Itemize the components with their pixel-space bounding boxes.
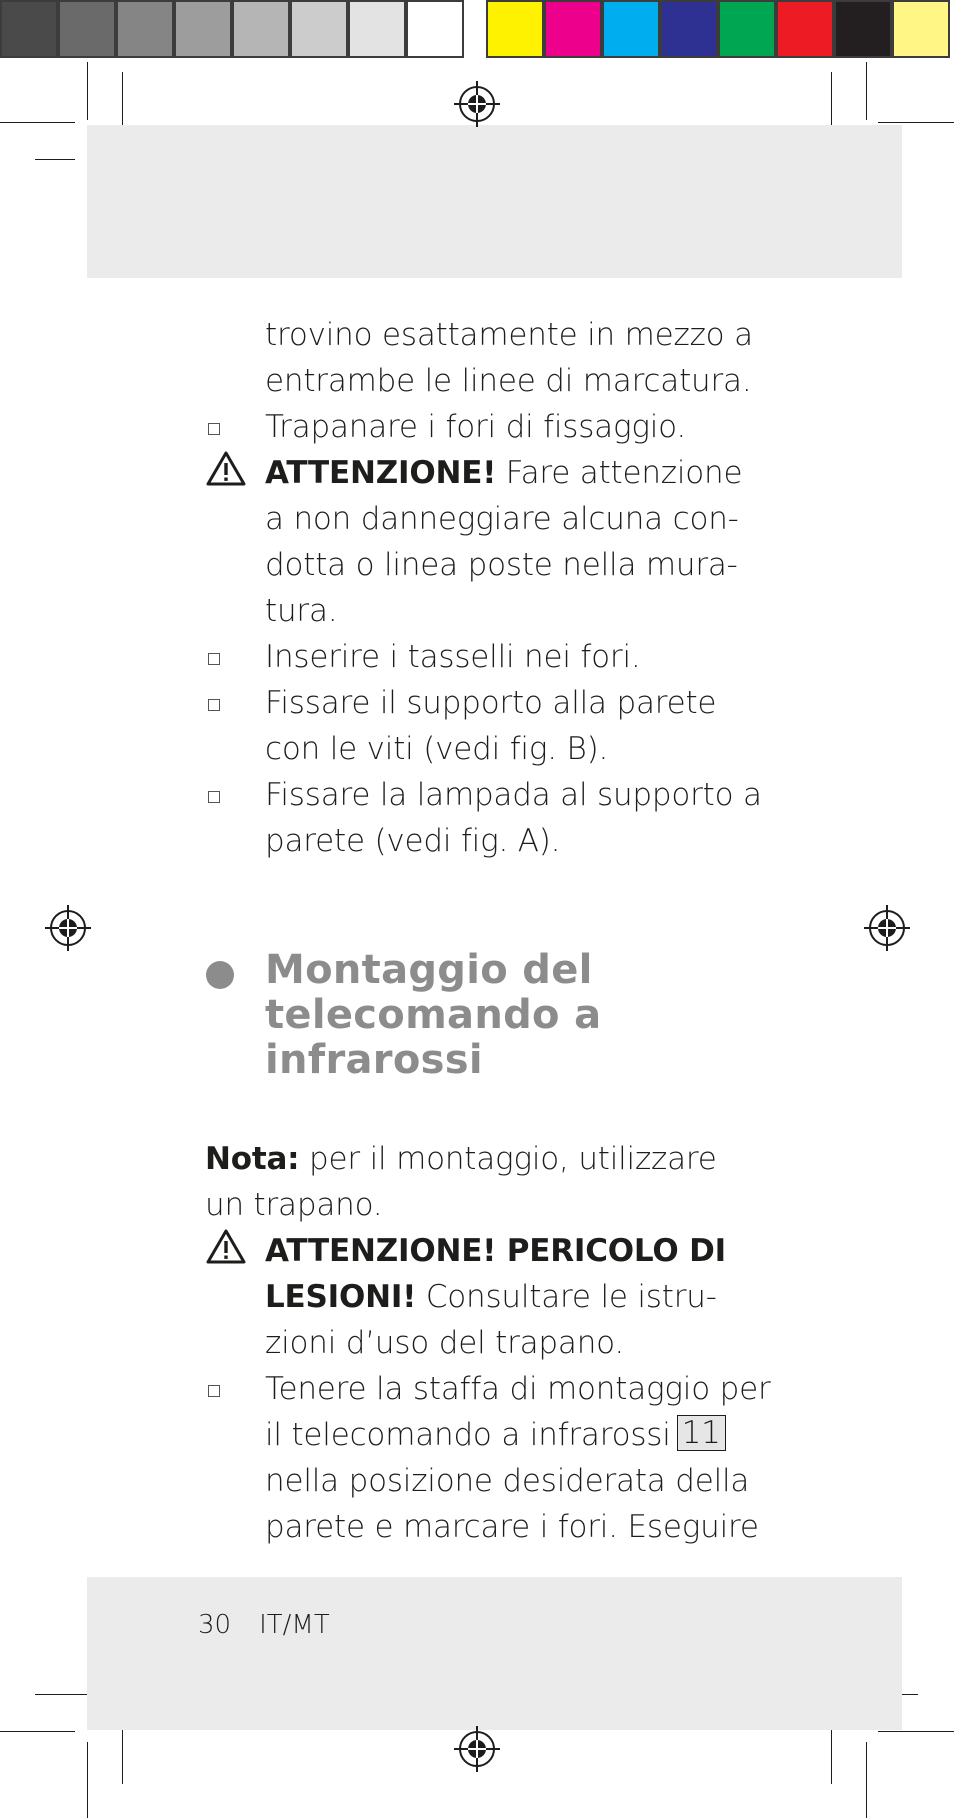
warning-text — [265, 1228, 726, 1274]
color-swatch — [544, 0, 602, 58]
warning-text-part: Consultare le istru- — [416, 1279, 717, 1315]
note-text — [205, 1136, 717, 1182]
color-swatch — [290, 0, 348, 58]
color-swatch — [660, 0, 718, 58]
body-text: entrambe le linee di marcatura. — [265, 363, 752, 399]
body-text: trovino esattamente in mezzo a — [265, 317, 753, 353]
list-item-text: il telecomando a infrarossi — [265, 1417, 671, 1453]
color-swatch — [174, 0, 232, 58]
color-swatch — [602, 0, 660, 58]
list-item: parete e marcare i fori. Eseguire — [265, 1509, 759, 1545]
page-footer — [198, 1610, 358, 1640]
note-label: Nota: — [205, 1141, 300, 1177]
warning-label: LESIONI! — [265, 1279, 417, 1315]
crop-mark — [35, 159, 75, 160]
section-heading: Montaggio del telecomando a infrarossi — [265, 947, 602, 1083]
checkbox-bullet-icon — [208, 791, 220, 803]
color-swatch — [718, 0, 776, 58]
color-swatch — [776, 0, 834, 58]
color-calibration-bar — [0, 0, 954, 60]
footer-band — [87, 1577, 902, 1730]
registration-mark-icon — [862, 903, 912, 953]
header-band — [87, 125, 902, 278]
reference-number-box: 11 — [677, 1415, 726, 1451]
warning-text: tura. — [265, 593, 338, 629]
list-item: nella posizione desiderata della — [265, 1463, 750, 1499]
registration-mark-icon — [452, 79, 502, 129]
note-text: un trapano. — [205, 1187, 383, 1223]
list-item: con le viti (vedi fig. B). — [265, 731, 609, 767]
crop-mark — [866, 62, 867, 120]
warning-label: ATTENZIONE! PERICOLO DI — [265, 1233, 726, 1269]
crop-mark — [87, 1742, 88, 1818]
warning-text-part: Fare attenzione — [496, 455, 743, 491]
list-item — [265, 1412, 726, 1458]
crop-mark — [122, 1722, 123, 1784]
list-item: Trapanare i fori di fissaggio. — [265, 409, 687, 445]
color-swatch — [348, 0, 406, 58]
color-swatch — [116, 0, 174, 58]
color-swatch — [486, 0, 544, 58]
list-item: Inserire i tasselli nei fori. — [265, 639, 641, 675]
checkbox-bullet-icon — [208, 653, 220, 665]
warning-text: dotta o linea poste nella mura- — [265, 547, 738, 583]
warning-label: ATTENZIONE! — [265, 455, 497, 491]
checkbox-bullet-icon — [208, 699, 220, 711]
crop-mark — [866, 1742, 867, 1818]
warning-triangle-icon — [205, 450, 247, 488]
language-code: IT/MT — [259, 1610, 330, 1640]
warning-text — [265, 1274, 717, 1320]
warning-text: a non danneggiare alcuna con- — [265, 501, 739, 537]
warning-text: zioni d’uso del trapano. — [265, 1325, 625, 1361]
crop-mark — [831, 1722, 832, 1784]
section-bullet-icon — [206, 961, 234, 989]
list-item: parete (vedi fig. A). — [265, 823, 561, 859]
color-swatch — [0, 0, 58, 58]
crop-mark — [878, 122, 954, 123]
color-swatch — [834, 0, 892, 58]
list-item: Fissare il supporto alla parete — [265, 685, 717, 721]
color-swatch — [892, 0, 950, 58]
list-item: Fissare la lampada al supporto a — [265, 777, 762, 813]
list-item: Tenere la staffa di montaggio per — [265, 1371, 771, 1407]
registration-mark-icon — [43, 903, 93, 953]
note-text-part: per il montaggio, utilizzare — [299, 1141, 717, 1177]
crop-mark — [87, 62, 88, 120]
registration-mark-icon — [452, 1724, 502, 1774]
color-swatch — [232, 0, 290, 58]
color-swatch — [406, 0, 464, 58]
crop-mark — [878, 1731, 954, 1732]
checkbox-bullet-icon — [208, 1385, 220, 1397]
crop-mark — [0, 122, 75, 123]
page-number: 30 — [198, 1610, 232, 1640]
crop-mark — [0, 1731, 75, 1732]
checkbox-bullet-icon — [208, 423, 220, 435]
warning-triangle-icon — [205, 1228, 247, 1266]
color-swatch — [58, 0, 116, 58]
warning-text — [265, 450, 742, 496]
